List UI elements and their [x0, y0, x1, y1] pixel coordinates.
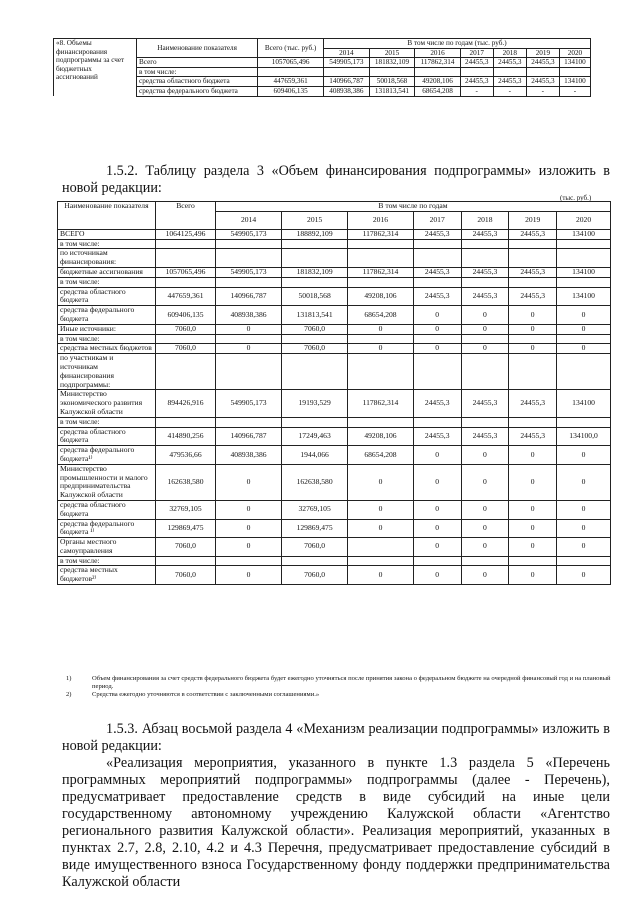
row-total: 447659,361	[258, 77, 324, 87]
row-total: 7060,0	[156, 344, 216, 354]
row-value	[461, 354, 509, 390]
row-value: 0	[413, 324, 461, 334]
row-value: 140966,787	[324, 77, 370, 87]
row-value	[348, 354, 414, 390]
row-value: 32769,105	[282, 500, 348, 519]
row-value: 0	[413, 344, 461, 354]
row-value: 24455,3	[526, 77, 559, 87]
row-value	[461, 277, 509, 287]
row-value	[415, 67, 460, 77]
table-row	[58, 287, 611, 306]
row-value	[282, 249, 348, 268]
footnote-2: 2) Средства ежегодно уточняются в соответствии с заключенными соглашениями.»	[66, 691, 320, 699]
col-header-years: В том числе по годам (тыс. руб.)	[324, 39, 591, 49]
year-header: 2020	[557, 211, 611, 229]
year-header: 2015	[282, 211, 348, 229]
row-value: 117862,314	[348, 390, 414, 417]
row-value: 549905,173	[216, 390, 282, 417]
year-header: 2015	[369, 48, 415, 58]
row-value	[461, 239, 509, 249]
row-name: средства федерального бюджета ¹⁾	[58, 519, 156, 538]
row-name: средства областного бюджета	[58, 287, 156, 306]
row-value: 0	[461, 538, 509, 557]
row-name: средства федерального бюджета	[137, 86, 258, 96]
row-value	[282, 354, 348, 390]
row-value: 0	[216, 500, 282, 519]
row-name: средства федерального бюджета¹⁾	[58, 446, 156, 465]
table-row	[58, 390, 611, 417]
footnotes	[66, 675, 612, 700]
row-value: 0	[461, 566, 509, 585]
row-value: 68654,208	[348, 446, 414, 465]
row-value: 24455,3	[493, 77, 526, 87]
row-value: 24455,3	[461, 390, 509, 417]
row-value	[324, 67, 370, 77]
row-value: 131813,541	[282, 306, 348, 325]
row-value: 68654,208	[348, 306, 414, 325]
row-name: средства областного бюджета	[58, 500, 156, 519]
row-value: 134100	[559, 58, 590, 68]
row-name: в том числе:	[58, 277, 156, 287]
table-row	[58, 344, 611, 354]
col-header-name: Наименование показателя	[137, 39, 258, 58]
row-value: 49208,106	[348, 287, 414, 306]
row-value: 0	[461, 446, 509, 465]
row-name: средства областного бюджета	[58, 427, 156, 446]
row-value: 0	[413, 306, 461, 325]
row-value: 24455,3	[493, 58, 526, 68]
table-row	[58, 566, 611, 585]
year-header: 2018	[461, 211, 509, 229]
row-value	[369, 67, 415, 77]
col-header-total: Всего	[156, 202, 216, 230]
row-value: 0	[557, 538, 611, 557]
row-value	[557, 556, 611, 566]
row-value: 134100	[557, 390, 611, 417]
row-value	[348, 556, 414, 566]
row-value: 117862,314	[415, 58, 460, 68]
row-value	[557, 354, 611, 390]
row-value	[216, 277, 282, 287]
row-value: 0	[216, 464, 282, 500]
row-total	[156, 556, 216, 566]
row-value: 24455,3	[413, 390, 461, 417]
row-value	[216, 239, 282, 249]
row-value	[493, 67, 526, 77]
row-value: 24455,3	[460, 58, 493, 68]
year-header: 2014	[216, 211, 282, 229]
year-header: 2019	[526, 48, 559, 58]
row-value: 0	[461, 519, 509, 538]
row-value: 24455,3	[526, 58, 559, 68]
row-name: средства местных бюджетов	[58, 344, 156, 354]
row-value: 0	[348, 519, 414, 538]
row-name: в том числе:	[58, 417, 156, 427]
row-value: 7060,0	[282, 344, 348, 354]
row-name: Всего	[137, 58, 258, 68]
row-value: 24455,3	[509, 287, 557, 306]
row-value: 49208,106	[348, 427, 414, 446]
row-total: 479536,66	[156, 446, 216, 465]
row-value: 24455,3	[509, 427, 557, 446]
row-value: 181832,109	[282, 267, 348, 277]
row-value: 0	[348, 500, 414, 519]
row-total	[156, 417, 216, 427]
row-value: 0	[557, 446, 611, 465]
row-value: 0	[557, 500, 611, 519]
row-value: 0	[509, 344, 557, 354]
row-value: 188892,109	[282, 229, 348, 239]
row-value: 68654,208	[415, 86, 460, 96]
row-value	[216, 354, 282, 390]
row-value: 0	[348, 324, 414, 334]
table-row	[58, 354, 611, 390]
row-value	[557, 277, 611, 287]
row-value: 24455,3	[509, 390, 557, 417]
row-value	[557, 417, 611, 427]
row-value	[557, 239, 611, 249]
row-value	[460, 67, 493, 77]
row-value: 17249,463	[282, 427, 348, 446]
row-value	[461, 249, 509, 268]
row-value	[348, 538, 414, 557]
row-value: 7060,0	[282, 324, 348, 334]
table-row	[58, 538, 611, 557]
row-value: 117862,314	[348, 267, 414, 277]
row-value: 0	[413, 500, 461, 519]
row-value: 0	[557, 464, 611, 500]
row-value	[282, 239, 348, 249]
row-value: 0	[216, 519, 282, 538]
row-value: 0	[509, 500, 557, 519]
row-value	[282, 277, 348, 287]
row-value	[509, 556, 557, 566]
row-value: 0	[461, 464, 509, 500]
row-value	[461, 417, 509, 427]
table-row	[58, 556, 611, 566]
row-value: 50018,568	[282, 287, 348, 306]
row-value: -	[526, 86, 559, 96]
row-total: 7060,0	[156, 324, 216, 334]
row-value: 24455,3	[461, 229, 509, 239]
paragraph-1-5-2: 1.5.2. Таблицу раздела 3 «Объем финансирования подпрограммы» изложить в новой редакции:	[62, 163, 610, 196]
row-value: 0	[413, 566, 461, 585]
row-total: 1057065,496	[258, 58, 324, 68]
row-value: 0	[509, 306, 557, 325]
row-value: 7060,0	[282, 566, 348, 585]
row-value: 134100	[557, 229, 611, 239]
row-total: 32769,105	[156, 500, 216, 519]
row-value: 134100,0	[557, 427, 611, 446]
row-name: в том числе:	[58, 334, 156, 344]
year-header: 2014	[324, 48, 370, 58]
row-value	[413, 239, 461, 249]
row-total: 609406,135	[258, 86, 324, 96]
row-value: 19193,529	[282, 390, 348, 417]
row-value	[282, 556, 348, 566]
row-value: 549905,173	[324, 58, 370, 68]
row-value: 131813,541	[369, 86, 415, 96]
row-value: 0	[509, 519, 557, 538]
row-name: в том числе:	[58, 239, 156, 249]
year-header: 2017	[460, 48, 493, 58]
row-value	[282, 417, 348, 427]
row-value: 0	[509, 324, 557, 334]
row-value: 1944,066	[282, 446, 348, 465]
row-value: 0	[413, 464, 461, 500]
row-value: 24455,3	[460, 77, 493, 87]
row-value: 162638,580	[282, 464, 348, 500]
row-value: 24455,3	[461, 427, 509, 446]
row-value: -	[493, 86, 526, 96]
table-row	[58, 306, 611, 325]
table-caption: «8. Объемы финансирования подпрограммы за счет бюджетных ассигнований	[54, 39, 137, 97]
row-total: 7060,0	[156, 566, 216, 585]
row-name: Министерство промышленности и малого предпринимательства Калужской области	[58, 464, 156, 500]
row-value: 0	[461, 324, 509, 334]
row-value: 117862,314	[348, 229, 414, 239]
row-value: 549905,173	[216, 229, 282, 239]
table-row	[58, 427, 611, 446]
row-value: 0	[348, 566, 414, 585]
row-value: 0	[509, 538, 557, 557]
table-row	[58, 267, 611, 277]
row-value	[413, 354, 461, 390]
row-value: 24455,3	[461, 287, 509, 306]
row-value: 0	[509, 464, 557, 500]
row-value: 0	[216, 344, 282, 354]
row-name: по участникам и источникам финансирования подпрограммы:	[58, 354, 156, 390]
col-header-name: Наименование показателя	[58, 202, 156, 230]
footnote-1: 1) Объем финансирования за счет средств федерального бюджета будет ежегодно уточняться после принятия закона о федеральном бюджете на очередной финансовый год и на плановый период.	[66, 675, 611, 691]
row-value	[509, 417, 557, 427]
row-value: 24455,3	[461, 267, 509, 277]
row-total: 7060,0	[156, 538, 216, 557]
row-value: 134100	[559, 77, 590, 87]
row-value	[509, 277, 557, 287]
row-value	[413, 556, 461, 566]
row-total: 894426,916	[156, 390, 216, 417]
row-value: 0	[557, 306, 611, 325]
row-total	[156, 277, 216, 287]
row-value: -	[559, 86, 590, 96]
col-header-years: В том числе по годам	[216, 202, 611, 212]
row-value: 0	[509, 446, 557, 465]
row-value	[216, 417, 282, 427]
paragraph-quote: «Реализация мероприятия, указанного в пункте 1.3 раздела 5 «Перечень программных мероприятий подпрограммы» подпрограммы (далее - Перечень), предусматривает предоставление средств в виде субсидий на иные цели государственному автономному учреждению Калужской области «Агентство регионального развития Калужской области». Реализация мероприятий, указанных в пунктах 2.7, 2.8, 2.10, 4.2 и 4.3 Перечня, предусматривает предоставление субсидий в виде имущественного взноса Государственному фонду поддержки предпринимательства Калужской области	[62, 755, 610, 890]
row-value: 0	[348, 464, 414, 500]
row-value	[559, 67, 590, 77]
row-value	[557, 249, 611, 268]
row-value: 24455,3	[509, 229, 557, 239]
row-name: средства местных бюджетов²⁾	[58, 566, 156, 585]
table-row	[58, 417, 611, 427]
row-total: 414890,256	[156, 427, 216, 446]
row-value: 0	[509, 566, 557, 585]
row-value: 24455,3	[413, 229, 461, 239]
row-value: 0	[413, 446, 461, 465]
table-row	[58, 249, 611, 268]
row-total: 609406,135	[156, 306, 216, 325]
row-name: средства областного бюджета	[137, 77, 258, 87]
row-value: 24455,3	[509, 267, 557, 277]
row-value: 408938,386	[324, 86, 370, 96]
row-value: 50018,568	[369, 77, 415, 87]
row-value: 140966,787	[216, 287, 282, 306]
row-name: Иные источники:	[58, 324, 156, 334]
row-total: 162638,580	[156, 464, 216, 500]
row-value	[413, 249, 461, 268]
row-value: 0	[557, 519, 611, 538]
table-row	[58, 500, 611, 519]
row-total: 447659,361	[156, 287, 216, 306]
row-value	[348, 277, 414, 287]
row-value: 0	[461, 500, 509, 519]
col-header-total: Всего (тыс. руб.)	[258, 39, 324, 58]
row-value	[413, 417, 461, 427]
header-row	[54, 39, 591, 49]
row-value	[216, 249, 282, 268]
row-value: 0	[348, 344, 414, 354]
funding-summary-table	[53, 38, 591, 97]
row-value: 24455,3	[413, 267, 461, 277]
row-name: Министерство экономического развития Калужской области	[58, 390, 156, 417]
row-value: 0	[413, 519, 461, 538]
header-row	[58, 202, 611, 212]
row-total	[156, 249, 216, 268]
unit-label: (тыс. руб.)	[560, 194, 592, 202]
table-row	[58, 277, 611, 287]
year-header: 2016	[348, 211, 414, 229]
row-total: 1057065,496	[156, 267, 216, 277]
year-header: 2019	[509, 211, 557, 229]
table-row	[58, 324, 611, 334]
row-value	[509, 239, 557, 249]
table-row	[58, 446, 611, 465]
row-value	[509, 354, 557, 390]
row-total: 129869,475	[156, 519, 216, 538]
row-value: 7060,0	[282, 538, 348, 557]
row-total	[258, 67, 324, 77]
table-row	[58, 239, 611, 249]
row-name: Органы местного самоуправления	[58, 538, 156, 557]
table-row	[58, 229, 611, 239]
row-value: 408938,386	[216, 446, 282, 465]
row-name: по источникам финансирования:	[58, 249, 156, 268]
row-value	[509, 249, 557, 268]
row-value: 140966,787	[216, 427, 282, 446]
year-header: 2017	[413, 211, 461, 229]
paragraph-1-5-3: 1.5.3. Абзац восьмой раздела 4 «Механизм реализации подпрограммы» изложить в новой редакции:	[62, 721, 610, 754]
row-value: 0	[216, 538, 282, 557]
year-header: 2016	[415, 48, 460, 58]
row-value	[413, 277, 461, 287]
row-value: 0	[461, 306, 509, 325]
row-value: 0	[216, 324, 282, 334]
row-name: в том числе:	[137, 67, 258, 77]
row-value: 181832,109	[369, 58, 415, 68]
table-row	[58, 519, 611, 538]
year-header: 2018	[493, 48, 526, 58]
year-header: 2020	[559, 48, 590, 58]
row-total	[156, 239, 216, 249]
row-name: бюджетные ассигнования	[58, 267, 156, 277]
row-value	[461, 556, 509, 566]
row-total: 1064125,496	[156, 229, 216, 239]
table-row	[58, 464, 611, 500]
row-value	[348, 239, 414, 249]
row-value: 0	[216, 566, 282, 585]
row-value	[348, 249, 414, 268]
row-value: 129869,475	[282, 519, 348, 538]
funding-volume-table	[57, 201, 611, 585]
row-value: 0	[557, 324, 611, 334]
row-value: 134100	[557, 287, 611, 306]
row-value: 408938,386	[216, 306, 282, 325]
row-value: 0	[557, 566, 611, 585]
row-value: 0	[557, 344, 611, 354]
row-value: 0	[413, 538, 461, 557]
row-value: -	[460, 86, 493, 96]
row-value	[216, 556, 282, 566]
row-name: ВСЕГО	[58, 229, 156, 239]
row-total	[156, 354, 216, 390]
row-name: в том числе:	[58, 556, 156, 566]
row-value: 24455,3	[413, 427, 461, 446]
row-value: 49208,106	[415, 77, 460, 87]
row-name: средства федерального бюджета	[58, 306, 156, 325]
row-value: 0	[461, 344, 509, 354]
row-value: 134100	[557, 267, 611, 277]
row-value: 24455,3	[413, 287, 461, 306]
row-value	[348, 417, 414, 427]
row-value: 549905,173	[216, 267, 282, 277]
row-value	[526, 67, 559, 77]
